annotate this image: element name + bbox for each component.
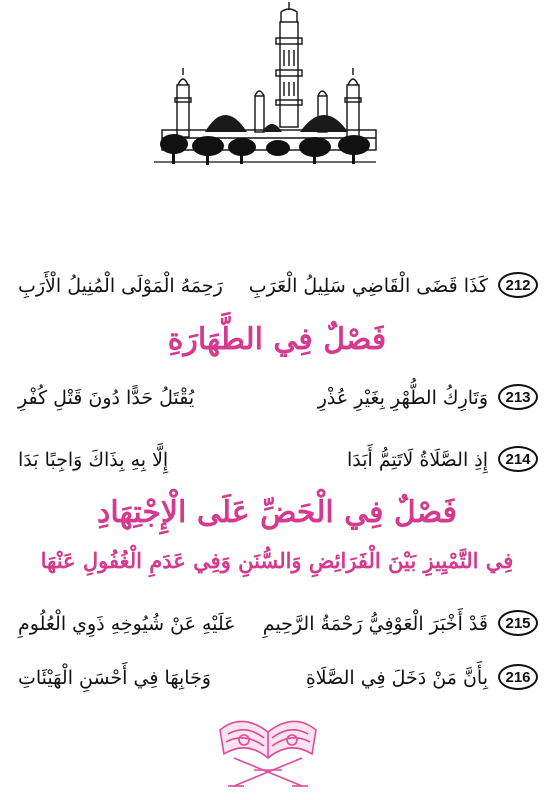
second-hemistich: يُقْتَلُ حَدًّا دُونَ قَتْلِ كُفْرِ [18,387,195,409]
section-heading-diligence: فَصْلٌ فِي الْحَضِّ عَلَى الْإِجْتِهَادِ [97,495,457,530]
second-hemistich: عَلَيْهِ عَنْ شُيُوخِهِ ذَوِي الْعُلُومِ [18,613,236,635]
second-hemistich: إِلَّا بِهِ بِذَاكَ وَاجِبًا بَدَا [18,449,169,471]
first-hemistich: كَذَا قَضَى الْقَاضِي سَلِيلُ الْعَرَبِ [248,275,488,297]
second-hemistich: وَجَابِهَا فِي أَحْسَنِ الْهَيْئَاتِ [18,667,211,689]
verse-214 [18,446,538,476]
verse-number: 215 [498,610,538,636]
second-hemistich: رَحِمَهُ الْمَوْلَى الْمُنِيلُ الْأَرَبِ [18,275,223,297]
verse-215 [18,610,538,640]
verse-number: 214 [498,446,538,472]
first-hemistich: وَتَارِكُ الطُّهْرِ بِغَيْرِ عُذْرِ [317,387,488,409]
verse-number: 213 [498,384,538,410]
first-hemistich: بِأَنَّ مَنْ دَخَلَ فِي الصَّلَاةِ [305,667,488,689]
mosque-illustration-icon [150,0,380,175]
verse-213 [18,384,538,414]
quran-stand-icon [214,702,322,794]
first-hemistich: إِذِ الصَّلَاةُ لَاتَتِمُّ أَبَدَا [346,449,488,471]
verse-number: 212 [498,272,538,298]
section-subheading: فِي التَّمْيِيزِ بَيْنَ الْفَرَائِضِ وَالسُّنَنِ وَفِي عَدَمِ الْغُفُولِ عَنْهَا [40,548,514,573]
verse-216 [18,664,538,694]
first-hemistich: قَدْ أَخْبَرَ الْعَوْفِيُّ رَحْمَةُ الرَّحِيمِ [262,613,488,635]
section-heading-purity: فَصْلٌ فِي الطَّهَارَةِ [167,322,387,357]
verse-212 [18,272,538,302]
verse-number: 216 [498,664,538,690]
